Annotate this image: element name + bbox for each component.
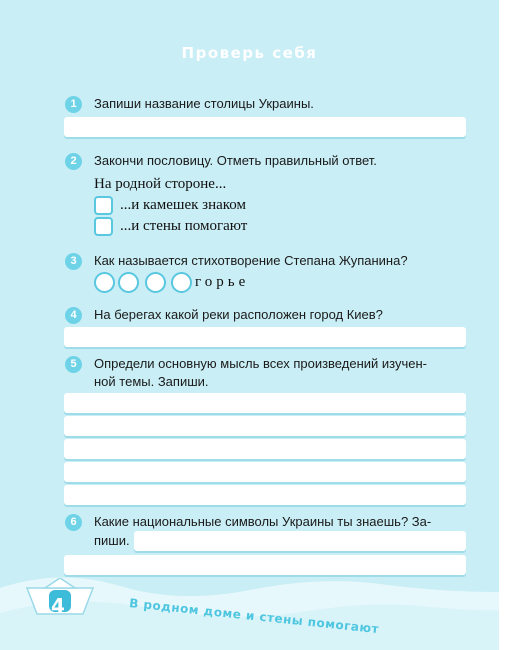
question-6-answer-line-1[interactable] bbox=[134, 531, 466, 551]
option-1-label: ...и камешек знаком bbox=[120, 197, 246, 213]
letter-circle-2[interactable] bbox=[118, 272, 139, 293]
question-5-number: 5 bbox=[65, 356, 82, 373]
question-4-answer-field[interactable] bbox=[64, 327, 466, 347]
question-2-text: Закончи пословицу. Отметь правильный ответ. bbox=[94, 153, 377, 168]
question-6-number: 6 bbox=[65, 514, 82, 531]
word-suffix: горье bbox=[195, 274, 250, 290]
question-5-answer-line-3[interactable] bbox=[64, 439, 466, 459]
proverb-start: На родной стороне... bbox=[94, 176, 227, 192]
question-5-answer-line-2[interactable] bbox=[64, 416, 466, 436]
question-5-answer-line-5[interactable] bbox=[64, 485, 466, 505]
question-5-text-line2: ной темы. Запиши. bbox=[94, 374, 209, 389]
question-4-text: На берегах какой реки расположен город Киев? bbox=[94, 307, 383, 322]
page-edge bbox=[499, 0, 517, 650]
question-1-text: Запиши название столицы Украины. bbox=[94, 96, 314, 111]
page-number: 4 bbox=[51, 594, 65, 618]
question-3-number: 3 bbox=[65, 253, 82, 270]
question-3-text: Как называется стихотворение Степана Жупанина? bbox=[94, 253, 408, 268]
question-4-number: 4 bbox=[65, 307, 82, 324]
option-1-checkbox[interactable] bbox=[94, 196, 113, 215]
question-5-text-line1: Определи основную мысль всех произведений изучен- bbox=[94, 356, 427, 371]
letter-circle-1[interactable] bbox=[94, 272, 115, 293]
question-1-number: 1 bbox=[65, 96, 82, 113]
question-6-text-line1: Какие национальные символы Украины ты знаешь? За- bbox=[94, 514, 432, 529]
option-2-checkbox[interactable] bbox=[94, 217, 113, 236]
letter-circle-4[interactable] bbox=[171, 272, 192, 293]
option-2-label: ...и стены помогают bbox=[120, 218, 248, 234]
question-5-answer-line-1[interactable] bbox=[64, 393, 466, 413]
letter-circle-3[interactable] bbox=[145, 272, 166, 293]
question-6-text-line2: пиши. bbox=[94, 533, 130, 548]
running-title: В родном доме и стены помогают bbox=[128, 596, 380, 637]
question-5-answer-line-4[interactable] bbox=[64, 462, 466, 482]
question-1-answer-field[interactable] bbox=[64, 117, 466, 137]
page-title: Проверь себя bbox=[181, 44, 318, 62]
question-2-number: 2 bbox=[65, 153, 82, 170]
